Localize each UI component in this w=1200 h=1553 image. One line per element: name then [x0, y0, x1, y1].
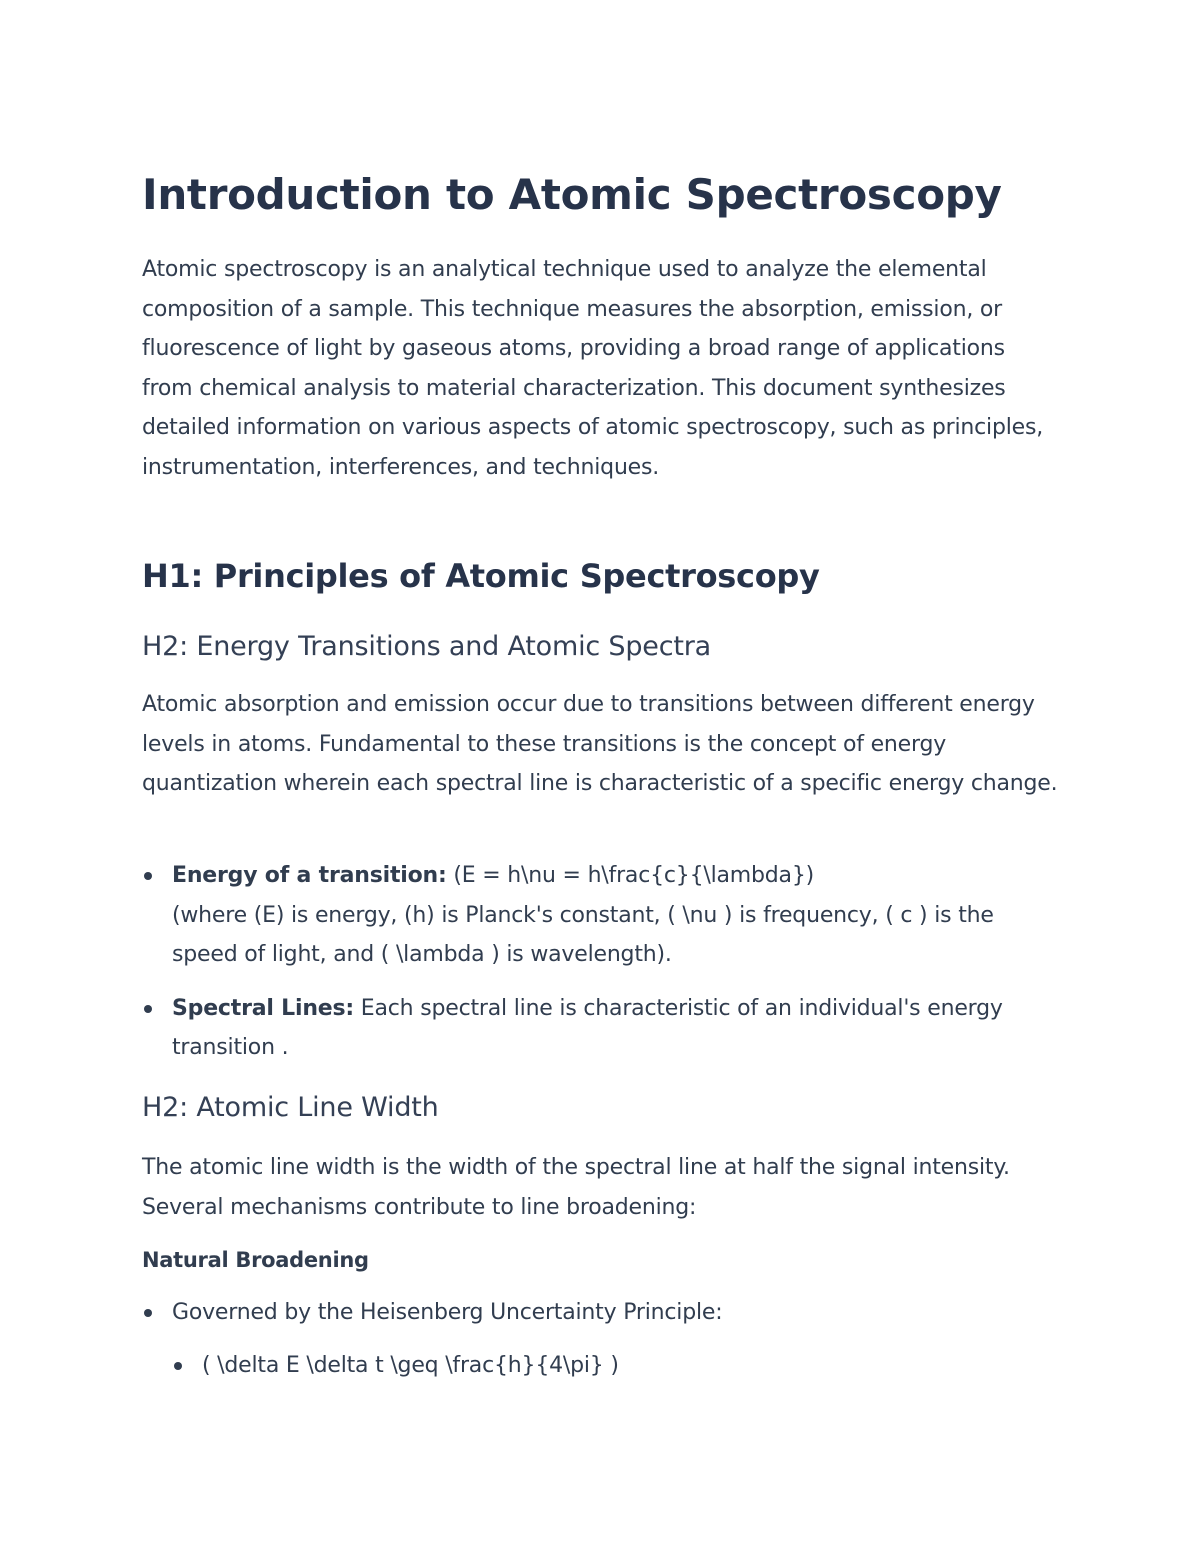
subheading-natural-broadening: Natural Broadening — [142, 1248, 369, 1272]
list-item-energy-of-transition — [142, 856, 1060, 975]
list-item-spectral-lines — [142, 989, 1060, 1068]
nested-list — [172, 1346, 1060, 1386]
natural-broadening-list — [142, 1293, 1060, 1333]
bullet-icon — [144, 1309, 152, 1317]
subsection-heading-energy-transitions: H2: Energy Transitions and Atomic Spectra — [142, 631, 711, 662]
bullet-label: Spectral Lines: — [172, 995, 355, 1021]
bullet-label: Energy of a transition: — [172, 863, 447, 888]
line-width-paragraph: The atomic line width is the width of the spectral line at half the signal intensity. Several mechanisms contribute to line broadening: — [142, 1155, 1010, 1220]
bullet-formula: (E = h\nu = h\frac{c}{\lambda}) — [446, 863, 815, 888]
document-title: Introduction to Atomic Spectroscopy — [142, 170, 1002, 219]
intro-paragraph: Atomic spectroscopy is an analytical technique used to analyze the elemental composition of a sample. This technique measures the absorption, emission, or fluorescence of light by gaseous atoms, providing a broad range of applications from chemical analysis to material characterization. This document synthesizes detailed information on various aspects of atomic spectroscopy, such as principles, instrumentation, interferences, and techniques. — [142, 257, 1044, 480]
bullet-icon — [174, 1362, 182, 1370]
energy-transitions-list — [142, 856, 1060, 1068]
list-item-uncertainty-formula — [172, 1346, 1060, 1386]
bullet-icon — [144, 872, 152, 880]
bullet-detail: (where (E) is energy, (h) is Planck's constant, ( \nu ) is frequency, ( c ) is the speed of light, and ( \lambda ) is wavelength). — [172, 902, 994, 967]
section-heading-principles: H1: Principles of Atomic Spectroscopy — [142, 557, 820, 595]
bullet-text: Governed by the Heisenberg Uncertainty Principle: — [172, 1300, 723, 1325]
nested-bullet-text: ( \delta E \delta t \geq \frac{h}{4\pi} ) — [202, 1353, 619, 1378]
subsection-heading-line-width: H2: Atomic Line Width — [142, 1092, 439, 1123]
energy-transitions-paragraph: Atomic absorption and emission occur due to transitions between different energy levels in atoms. Fundamental to these transitions is the concept of energy quantization wherein each spectral line is characteristic of a specific energy change. — [142, 692, 1058, 796]
list-item-heisenberg — [142, 1293, 1060, 1333]
bullet-icon — [144, 1005, 152, 1013]
bullet-text: Each spectral line is characteristic of an individual's energy transition . — [172, 995, 1003, 1060]
